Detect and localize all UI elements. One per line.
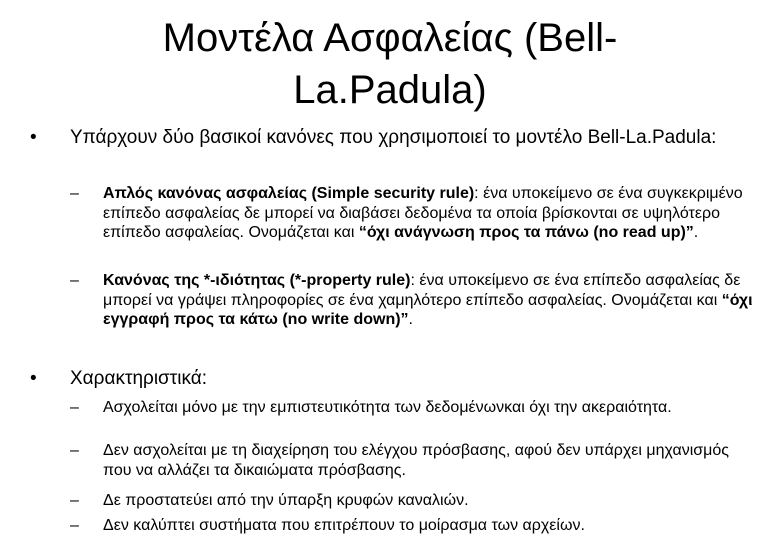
- rule-label: Κανόνας της *-ιδιότητας (*-property rule): [103, 272, 411, 289]
- dash-marker: –: [70, 492, 79, 509]
- bullet-marker: •: [30, 368, 37, 389]
- rule-end: .: [408, 311, 413, 328]
- rule-simple-security-text: [103, 184, 760, 243]
- feature-item-text: Ασχολείται μόνο με την εμπιστευτικότητα των δεδομένωνκαι όχι την ακεραιότητα.: [103, 399, 672, 416]
- rule-simple-security: [70, 184, 760, 243]
- bullet-features: [30, 367, 760, 391]
- rule-label: Απλός κανόνας ασφαλείας (Simple security rule): [103, 185, 475, 202]
- rule-description: : ένα υποκείμενο σε ένα συγκεκριμένο επίπεδο ασφαλείας δε μπορεί να διαβάσει δεδομένα τα οποία βρίσκονται σε υψηλότερο επίπεδο ασφαλείας. Ονομάζεται και: [103, 185, 743, 241]
- rule-quote: “όχι εγγραφή προς τα κάτω (no write down)”: [103, 291, 753, 328]
- feature-item: [70, 441, 760, 480]
- bullet-marker: •: [30, 127, 37, 148]
- slide-title: [60, 12, 720, 116]
- feature-item: [70, 516, 760, 536]
- dash-marker: –: [70, 442, 79, 459]
- dash-marker: –: [70, 185, 79, 202]
- feature-item-text: Δεν καλύπτει συστήματα που επιτρέπουν το μοίρασμα των αρχείων.: [103, 517, 585, 534]
- rule-quote: “όχι ανάγνωση προς τα πάνω (no read up)”: [358, 224, 694, 241]
- feature-item-text: Δεν ασχολείται με τη διαχείρηση του ελέγχου πρόσβασης, αφού δεν υπάρχει μηχανισμός που να αλλάζει τα δικαιώματα πρόσβασης.: [103, 442, 729, 479]
- rule-end: .: [693, 224, 699, 241]
- features-heading: Χαρακτηριστικά:: [70, 368, 208, 389]
- bullet-intro: [30, 126, 760, 150]
- bullet-intro-text: Υπάρχουν δύο βασικοί κανόνες που χρησιμοποιεί το μοντέλο Bell-La.Padula:: [70, 127, 717, 148]
- rule-star-property-text: [103, 271, 760, 330]
- dash-marker: –: [70, 517, 79, 534]
- feature-item: [70, 491, 760, 511]
- feature-item: [70, 398, 760, 418]
- dash-marker: –: [70, 399, 79, 416]
- title-line-2: La.Padula): [293, 68, 487, 112]
- rule-description: : ένα υποκείμενο σε ένα επίπεδο ασφαλείας δε μπορεί να γράψει πληροφορίες σε ένα χαμηλότερο επίπεδο ασφαλείας. Ονομάζεται και: [103, 272, 741, 309]
- dash-marker: –: [70, 272, 79, 289]
- feature-item-text: Δε προστατεύει από την ύπαρξη κρυφών καναλιών.: [103, 492, 469, 509]
- rule-star-property: [70, 271, 760, 330]
- title-line-1: Μοντέλα Ασφαλείας (Bell-: [162, 16, 618, 60]
